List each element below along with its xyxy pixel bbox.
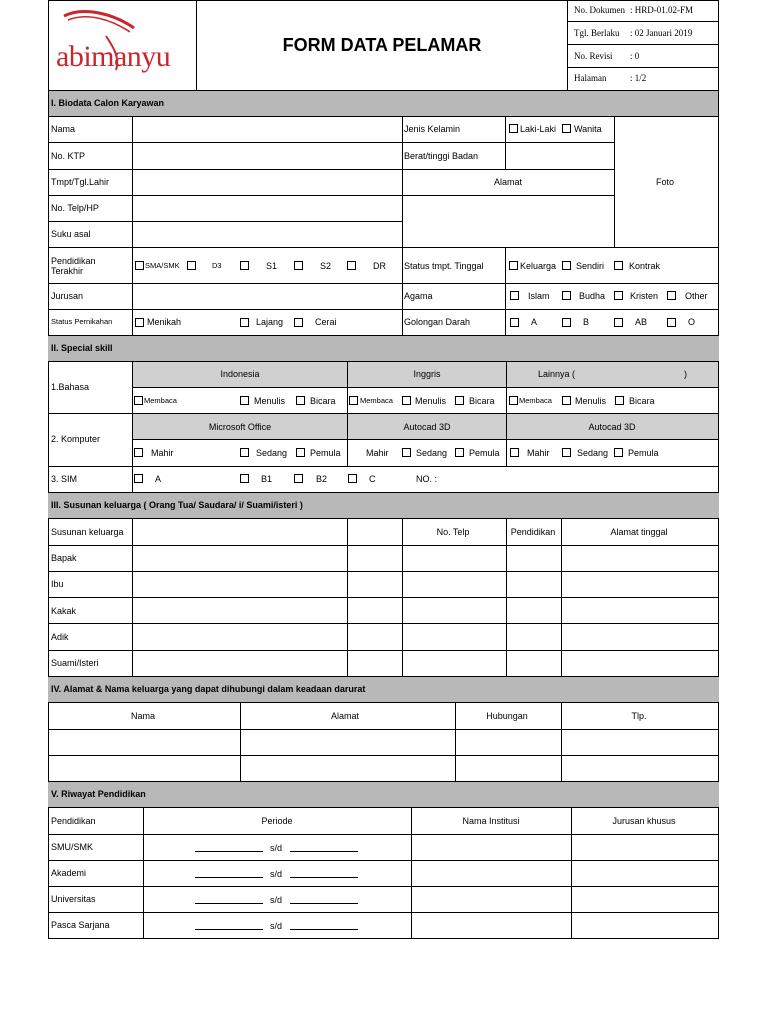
form-title: FORM DATA PELAMAR xyxy=(282,35,482,55)
checkbox-ms-mahir[interactable] xyxy=(134,448,143,457)
opt-goldar-ab: AB xyxy=(635,317,648,327)
period-start-pasca[interactable] xyxy=(195,929,263,930)
label-telp: No. Telp/HP xyxy=(51,203,99,213)
checkbox-goldar-o[interactable] xyxy=(667,318,676,327)
label-alamat: Alamat xyxy=(493,177,523,187)
checkbox-d3[interactable] xyxy=(187,261,196,270)
opt-other-bicara: Bicara xyxy=(629,396,655,406)
effective-date-value: : 02 Januari 2019 xyxy=(630,28,693,38)
checkbox-id-bicara[interactable] xyxy=(296,396,305,405)
sd-universitas: s/d xyxy=(270,895,283,905)
comp-autocad-2: Autocad 3D xyxy=(588,422,636,432)
emergency-header-tlp: Tlp. xyxy=(631,711,647,721)
section-family-title: III. Susunan keluarga ( Orang Tua/ Saudara/ i/ Suami/isteri ) xyxy=(51,500,303,510)
sd-akademi: s/d xyxy=(270,869,283,879)
opt-menikah: Menikah xyxy=(147,317,182,327)
checkbox-goldar-ab[interactable] xyxy=(614,318,623,327)
checkbox-s2[interactable] xyxy=(294,261,303,270)
opt-dr: DR xyxy=(373,261,386,271)
opt-ac2-mahir: Mahir xyxy=(527,448,550,458)
label-goldar: Golongan Darah xyxy=(404,317,471,327)
lang-indonesia: Indonesia xyxy=(220,369,260,379)
family-row-suami: Suami/Isteri xyxy=(51,658,99,668)
sd-smu: s/d xyxy=(270,843,283,853)
opt-other: Other xyxy=(685,291,708,301)
checkbox-sim-b1[interactable] xyxy=(240,474,249,483)
edu-row-pasca: Pasca Sarjana xyxy=(51,920,110,930)
checkbox-menikah[interactable] xyxy=(135,318,144,327)
checkbox-other-menulis[interactable] xyxy=(562,396,571,405)
family-header-telp: No. Telp xyxy=(436,527,470,537)
label-sim-no: NO. : xyxy=(416,474,438,484)
label-status-pernikahan: Status Pernikahan xyxy=(51,317,113,326)
checkbox-s1[interactable] xyxy=(240,261,249,270)
period-start-universitas[interactable] xyxy=(195,903,263,904)
opt-cerai: Cerai xyxy=(315,317,337,327)
checkbox-ac2-mahir[interactable] xyxy=(510,448,519,457)
checkbox-dr[interactable] xyxy=(347,261,356,270)
input-ktp[interactable] xyxy=(133,143,401,168)
family-row-ibu: Ibu xyxy=(51,579,64,589)
emergency-header-nama: Nama xyxy=(130,711,156,721)
opt-budha: Budha xyxy=(579,291,606,301)
lang-lainnya: Lainnya ( xyxy=(538,369,576,379)
photo-box[interactable] xyxy=(615,117,717,247)
opt-id-bicara: Bicara xyxy=(310,396,336,406)
checkbox-ac2-sedang[interactable] xyxy=(562,448,571,457)
edu-header-pendidikan: Pendidikan xyxy=(51,816,96,826)
input-alamat[interactable] xyxy=(403,196,613,247)
checkbox-keluarga[interactable] xyxy=(509,261,518,270)
checkbox-ac1-pemula[interactable] xyxy=(455,448,464,457)
opt-kontrak: Kontrak xyxy=(629,261,661,271)
checkbox-sim-c[interactable] xyxy=(348,474,357,483)
opt-keluarga: Keluarga xyxy=(520,261,557,271)
section-emergency-title: IV. Alamat & Nama keluarga yang dapat dihubungi dalam keadaan darurat xyxy=(51,684,366,694)
checkbox-id-menulis[interactable] xyxy=(240,396,249,405)
opt-ac1-sedang: Sedang xyxy=(416,448,448,458)
checkbox-kristen[interactable] xyxy=(614,291,623,300)
label-suku: Suku asal xyxy=(51,229,91,239)
opt-id-membaca: Membaca xyxy=(144,396,177,405)
emergency-header-alamat: Alamat xyxy=(330,711,360,721)
label-sim: 3. SIM xyxy=(51,474,78,484)
opt-other-menulis: Menulis xyxy=(575,396,607,406)
comp-msoffice: Microsoft Office xyxy=(208,422,272,432)
checkbox-goldar-a[interactable] xyxy=(510,318,519,327)
label-foto: Foto xyxy=(655,177,675,187)
opt-s1: S1 xyxy=(266,261,278,271)
checkbox-sendiri[interactable] xyxy=(562,261,571,270)
section-skill-title: II. Special skill xyxy=(51,343,113,353)
opt-s2: S2 xyxy=(320,261,332,271)
checkbox-ac1-sedang[interactable] xyxy=(402,448,411,457)
family-header-alamat: Alamat tinggal xyxy=(610,527,668,537)
edu-header-jurusan: Jurusan khusus xyxy=(612,816,676,826)
family-row-adik: Adik xyxy=(51,632,69,642)
edu-header-periode: Periode xyxy=(261,816,293,826)
family-header-pendidikan: Pendidikan xyxy=(510,527,556,537)
label-bahasa: 1.Bahasa xyxy=(51,382,90,392)
opt-ms-sedang: Sedang xyxy=(256,448,288,458)
logo-text: abimanyu xyxy=(56,40,171,73)
checkbox-en-membaca[interactable] xyxy=(349,396,358,405)
opt-en-membaca: Membaca xyxy=(360,396,393,405)
checkbox-islam[interactable] xyxy=(510,291,519,300)
checkbox-en-bicara[interactable] xyxy=(455,396,464,405)
input-jurusan[interactable] xyxy=(133,284,401,309)
period-end-pasca[interactable] xyxy=(290,929,358,930)
page-value: : 1/2 xyxy=(630,73,647,83)
label-berat: Berat/tinggi Badan xyxy=(404,151,479,161)
opt-ms-pemula: Pemula xyxy=(310,448,341,458)
checkbox-goldar-b[interactable] xyxy=(562,318,571,327)
input-telp[interactable] xyxy=(133,196,401,221)
revision-value: : 0 xyxy=(630,51,640,61)
label-status-tinggal: Status tmpt. Tinggal xyxy=(404,261,484,271)
opt-kristen: Kristen xyxy=(630,291,659,301)
sd-pasca: s/d xyxy=(270,921,283,931)
label-jurusan: Jurusan xyxy=(51,291,84,301)
label-ktp: No. KTP xyxy=(51,151,86,161)
checkbox-kontrak[interactable] xyxy=(614,261,623,270)
opt-sim-a: A xyxy=(155,474,162,484)
period-end-universitas[interactable] xyxy=(290,903,358,904)
family-row-bapak: Bapak xyxy=(51,553,77,563)
checkbox-budha[interactable] xyxy=(562,291,571,300)
checkbox-en-menulis[interactable] xyxy=(402,396,411,405)
checkbox-other[interactable] xyxy=(667,291,676,300)
edu-row-akademi: Akademi xyxy=(51,868,87,878)
opt-ac1-mahir: Mahir xyxy=(366,448,389,458)
checkbox-id-membaca[interactable] xyxy=(134,396,143,405)
page-label: Halaman xyxy=(574,73,607,83)
emergency-header-hubungan: Hubungan xyxy=(486,711,528,721)
checkbox-ms-sedang[interactable] xyxy=(240,448,249,457)
checkbox-sma[interactable] xyxy=(135,261,144,270)
label-ttl: Tmpt/Tgl.Lahir xyxy=(51,177,110,187)
label-nama: Nama xyxy=(51,124,76,134)
checkbox-other-membaca[interactable] xyxy=(509,396,518,405)
checkbox-other-bicara[interactable] xyxy=(615,396,624,405)
label-jenis-kelamin: Jenis Kelamin xyxy=(404,124,461,134)
opt-wanita: Wanita xyxy=(574,124,602,134)
lang-inggris: Inggris xyxy=(413,369,441,379)
period-end-smu[interactable] xyxy=(290,851,358,852)
edu-row-universitas: Universitas xyxy=(51,894,96,904)
opt-ms-mahir: Mahir xyxy=(151,448,174,458)
checkbox-laki[interactable] xyxy=(509,124,518,133)
label-pendidikan: Pendidikan Terakhir xyxy=(51,256,96,276)
opt-d3: D3 xyxy=(212,261,222,270)
edu-row-smu: SMU/SMK xyxy=(51,842,94,852)
opt-ac2-sedang: Sedang xyxy=(577,448,609,458)
opt-sim-b2: B2 xyxy=(316,474,328,484)
checkbox-ac2-pemula[interactable] xyxy=(614,448,623,457)
input-ttl[interactable] xyxy=(133,170,401,195)
edu-header-institusi: Nama Institusi xyxy=(462,816,520,826)
opt-sendiri: Sendiri xyxy=(576,261,605,271)
opt-other-membaca: Membaca xyxy=(519,396,552,405)
period-start-akademi[interactable] xyxy=(195,877,263,878)
input-nama[interactable] xyxy=(133,117,401,142)
checkbox-wanita[interactable] xyxy=(562,124,571,133)
opt-laki: Laki-Laki xyxy=(520,124,557,134)
checkbox-ms-pemula[interactable] xyxy=(296,448,305,457)
period-start-smu[interactable] xyxy=(195,851,263,852)
checkbox-lajang[interactable] xyxy=(240,318,249,327)
opt-ac1-pemula: Pemula xyxy=(469,448,500,458)
section-education-title: V. Riwayat Pendidikan xyxy=(51,789,146,799)
period-end-akademi[interactable] xyxy=(290,877,358,878)
effective-date-label: Tgl. Berlaku xyxy=(574,28,620,38)
company-logo xyxy=(54,8,192,86)
opt-ac2-pemula: Pemula xyxy=(628,448,659,458)
checkbox-sim-a[interactable] xyxy=(134,474,143,483)
opt-en-bicara: Bicara xyxy=(469,396,495,406)
lang-lainnya-close: ) xyxy=(684,369,687,379)
opt-goldar-a: A xyxy=(531,317,538,327)
opt-islam: Islam xyxy=(528,291,550,301)
input-suku[interactable] xyxy=(133,222,401,247)
comp-autocad-1: Autocad 3D xyxy=(403,422,451,432)
opt-goldar-b: B xyxy=(583,317,590,327)
checkbox-sim-b2[interactable] xyxy=(294,474,303,483)
family-row-kakak: Kakak xyxy=(51,606,77,616)
opt-en-menulis: Menulis xyxy=(415,396,447,406)
opt-goldar-o: O xyxy=(688,317,696,327)
family-header-relation: Susunan keluarga xyxy=(51,527,124,537)
checkbox-cerai[interactable] xyxy=(294,318,303,327)
opt-lajang: Lajang xyxy=(256,317,284,327)
opt-id-menulis: Menulis xyxy=(254,396,286,406)
label-agama: Agama xyxy=(404,291,433,301)
doc-number-value: : HRD-01.02-FM xyxy=(630,5,694,15)
opt-sma: SMA/SMK xyxy=(145,261,180,270)
label-komputer: 2. Komputer xyxy=(51,434,101,444)
revision-label: No. Revisi xyxy=(574,51,613,61)
opt-sim-b1: B1 xyxy=(261,474,273,484)
doc-number-label: No. Dokumen xyxy=(574,5,625,15)
section-biodata-title: I. Biodata Calon Karyawan xyxy=(51,98,165,108)
opt-sim-c: C xyxy=(369,474,376,484)
